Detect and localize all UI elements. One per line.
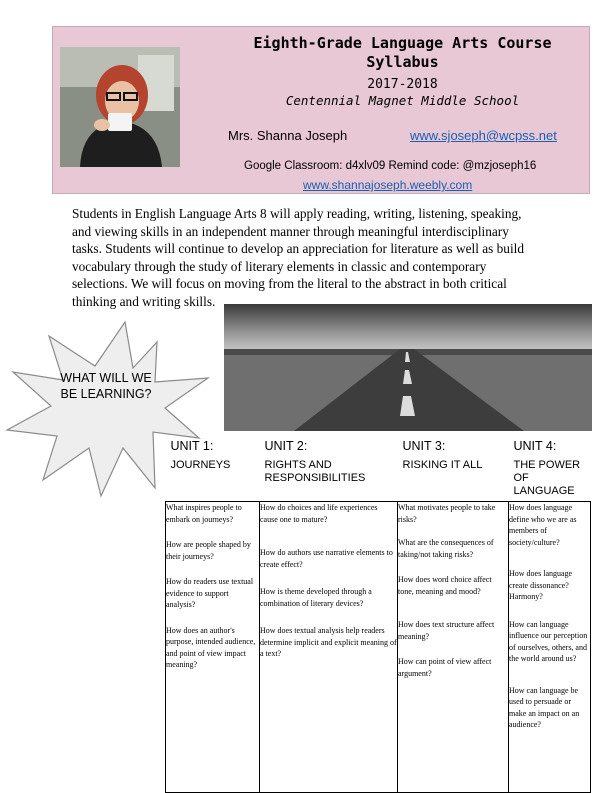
unit-title: UNIT 4:: [513, 439, 557, 453]
list-item: What motivates people to take risks?: [398, 503, 496, 524]
teacher-email-link[interactable]: www.sjoseph@wcpss.net: [410, 128, 557, 143]
list-item: How is theme developed through a combination of literary devices?: [260, 587, 372, 608]
school-year: 2017-2018: [367, 77, 438, 92]
list-item: How does textual analysis help readers determine implicit and explicit meaning of a text?: [260, 626, 397, 658]
list-item: What are the consequences of taking/not taking risks?: [398, 538, 494, 559]
list-item: How do choices and life experiences cause one to mature?: [260, 503, 378, 524]
unit-title: UNIT 2:: [264, 439, 308, 453]
unit-2-header: [260, 431, 398, 502]
school-name: Centennial Magnet Middle School: [285, 93, 520, 108]
list-item: How can point of view affect argument?: [398, 657, 492, 678]
list-item: How can language be used to persuade or make an impact on an audience?: [509, 685, 580, 729]
classroom-codes: Google Classroom: d4xlv09 Remind code: @mzjoseph16: [244, 160, 537, 172]
list-item: How does an author's purpose, intended audience, and point of view impact meaning?: [166, 625, 256, 669]
list-item: How do readers use textual evidence to support analysis?: [166, 577, 254, 609]
unit-3-questions: [398, 502, 509, 793]
unit-4-questions: [509, 502, 591, 793]
teacher-website-link[interactable]: www.shannajoseph.weebly.com: [303, 178, 473, 192]
unit-1-questions: [166, 502, 260, 793]
unit-name: RIGHTS AND RESPONSIBILITIES: [264, 459, 366, 484]
list-item: What inspires people to embark on journeys?: [166, 503, 242, 524]
unit-1-header: [166, 431, 260, 502]
list-item: How do authors use narrative elements to create effect?: [260, 548, 393, 569]
road-image: [224, 304, 592, 431]
unit-title: UNIT 3:: [402, 439, 446, 453]
list-item: How does text structure affect meaning?: [398, 620, 495, 641]
list-item: How does language create dissonance? Harmony?: [509, 569, 573, 601]
teacher-photo: [60, 47, 180, 167]
unit-name: RISKING IT ALL: [402, 459, 483, 471]
unit-title: UNIT 1:: [170, 439, 214, 453]
unit-4-header: [509, 431, 591, 502]
page-title: Eighth-Grade Language Arts Course Syllabus: [253, 34, 552, 71]
unit-2-questions: [260, 502, 398, 793]
list-item: How can language influence our perception of ourselves, others, and the world around us?: [509, 619, 588, 663]
list-item: How does word choice affect tone, meaning and mood?: [398, 575, 492, 596]
unit-3-header: [398, 431, 509, 502]
list-item: How does language define who we are as members of society/culture?: [509, 503, 577, 547]
unit-name: THE POWER OF LANGUAGE: [513, 459, 581, 497]
list-item: How are people shaped by their journeys?: [166, 540, 251, 561]
burst-label: WHAT WILL WE BE LEARNING?: [60, 371, 152, 401]
teacher-name: Mrs. Shanna Joseph: [228, 128, 348, 143]
units-table: [165, 431, 591, 793]
course-description: Students in English Language Arts 8 will apply reading, writing, listening, speaking, and viewing skills in an independent manner through meaningful interdisciplinary tasks. Students will continue to develop an appreciation for literature as well as build vocabulary through the study of literary elements in classic and contemporary selections. We will focus on moving from the literal to the abstract in both critical thinking and writing skills.: [72, 206, 524, 309]
unit-name: JOURNEYS: [170, 459, 231, 471]
